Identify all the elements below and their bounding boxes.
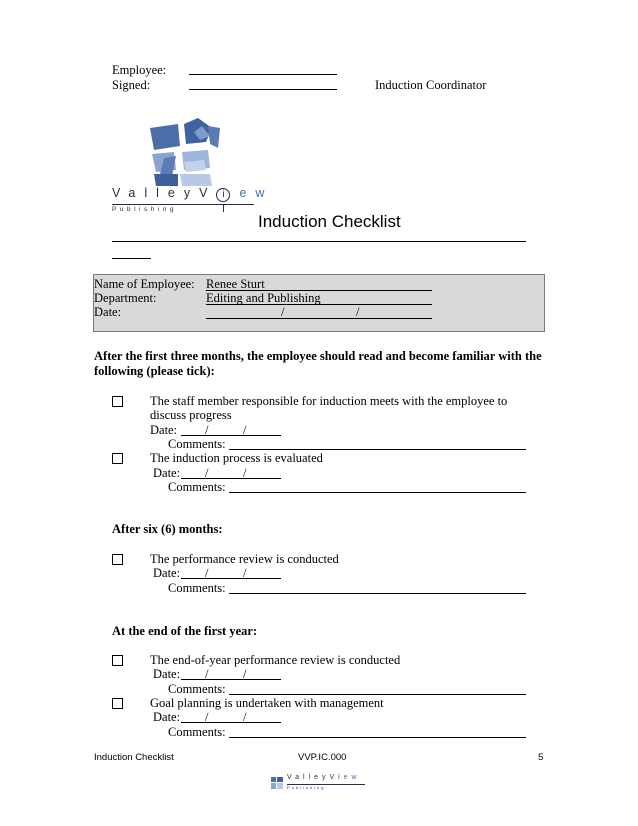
date-field-line[interactable]: [181, 578, 281, 579]
department-value[interactable]: Editing and Publishing: [206, 291, 321, 305]
date-field-line[interactable]: [181, 679, 281, 680]
employee-label: Employee:: [112, 63, 167, 77]
induction-coordinator-label: Induction Coordinator: [375, 78, 487, 92]
name-of-employee-value[interactable]: Renee Sturt: [206, 277, 265, 291]
comments-label: Comments:: [168, 682, 226, 696]
name-of-employee-label: Name of Employee:: [94, 277, 195, 291]
item-performance-review: The performance review is conducted: [150, 552, 339, 566]
logo-stem: [223, 204, 224, 212]
footer-page-number: 5: [538, 752, 544, 763]
footer-logo: [271, 773, 371, 793]
document-title: Induction Checklist: [258, 212, 401, 231]
date-separator: /: [281, 305, 285, 319]
date-field-line[interactable]: [181, 435, 281, 436]
date-separator: /: [356, 305, 360, 319]
logo-wordmark: ValleyV i ew: [112, 186, 274, 200]
item-induction-evaluated: The induction process is evaluated: [150, 451, 323, 465]
comments-field-line[interactable]: [229, 694, 526, 695]
date-line[interactable]: [206, 318, 432, 319]
title-rule-short: [112, 258, 151, 259]
date-field-line[interactable]: [181, 478, 281, 479]
title-rule: [112, 241, 526, 242]
footer-document-code: VVP.IC.000: [298, 752, 347, 763]
signed-label: Signed:: [112, 78, 151, 92]
department-line: [206, 304, 432, 305]
checkbox-induction-meeting[interactable]: [112, 396, 123, 407]
date-label: Date:: [153, 667, 181, 681]
item-end-of-year-review: The end-of-year performance review is conducted: [150, 653, 401, 667]
date-separator: /: [205, 667, 209, 681]
comments-field-line[interactable]: [229, 737, 526, 738]
date-separator: /: [243, 710, 247, 724]
checkbox-goal-planning[interactable]: [112, 698, 123, 709]
item-induction-meeting-cont: discuss progress: [150, 408, 232, 422]
intro-instructions: After the first three months, the employee should read and become familiar with the following (please tick):: [94, 349, 542, 378]
date-separator: /: [205, 566, 209, 580]
footer-document-title: Induction Checklist: [94, 752, 174, 763]
comments-label: Comments:: [168, 725, 226, 739]
item-goal-planning: Goal planning is undertaken with management: [150, 696, 384, 710]
company-logo: [112, 118, 274, 218]
date-label: Date:: [153, 710, 181, 724]
date-label: Date:: [153, 466, 181, 480]
logo-subtitle: Publishing: [112, 206, 177, 213]
date-separator: /: [205, 710, 209, 724]
date-separator: /: [205, 466, 209, 480]
logo-rule: [112, 204, 254, 205]
date-separator: /: [243, 466, 247, 480]
comments-field-line[interactable]: [229, 593, 526, 594]
comments-label: Comments:: [168, 581, 226, 595]
date-separator: /: [205, 423, 209, 437]
six-months-heading: After six (6) months:: [112, 522, 223, 536]
date-label: Date:: [94, 305, 122, 319]
checkbox-performance-review[interactable]: [112, 554, 123, 565]
footer-logo-mosaic-icon: [271, 777, 283, 789]
date-label: Date:: [153, 566, 181, 580]
date-separator: /: [243, 667, 247, 681]
comments-label: Comments:: [168, 437, 226, 451]
item-induction-meeting: The staff member responsible for induction meets with the employee to: [150, 394, 508, 408]
footer-logo-wordmark: ValleyView: [287, 774, 361, 781]
footer-logo-subtitle: Publishing: [287, 785, 326, 790]
signed-signature-line[interactable]: [189, 89, 337, 90]
first-year-heading: At the end of the first year:: [112, 624, 258, 638]
department-label: Department:: [94, 291, 157, 305]
comments-label: Comments:: [168, 480, 226, 494]
date-label: Date:: [150, 423, 178, 437]
date-separator: /: [243, 423, 247, 437]
comments-field-line[interactable]: [229, 492, 526, 493]
date-field-line[interactable]: [181, 722, 281, 723]
logo-mosaic-icon: [150, 118, 220, 188]
checkbox-end-of-year-review[interactable]: [112, 655, 123, 666]
comments-field-line[interactable]: [229, 449, 526, 450]
date-separator: /: [243, 566, 247, 580]
employee-signature-line[interactable]: [189, 74, 337, 75]
checkbox-induction-evaluated[interactable]: [112, 453, 123, 464]
